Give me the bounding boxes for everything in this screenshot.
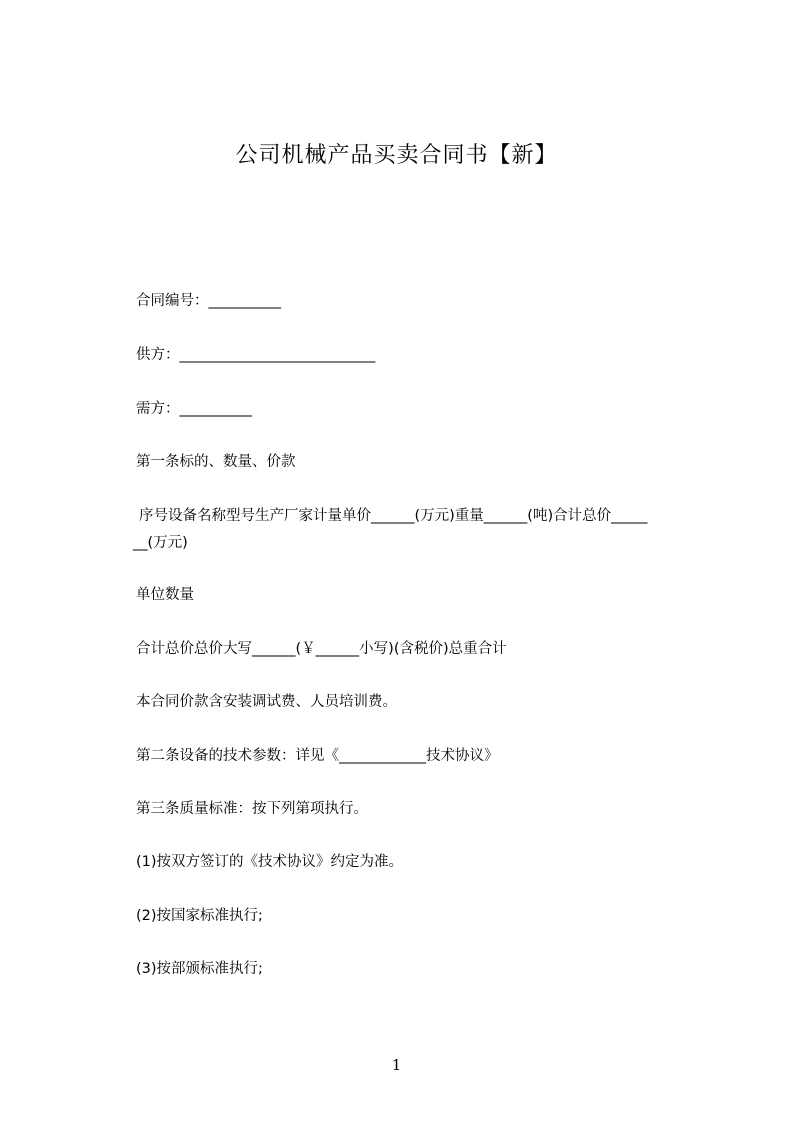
- quality-standard-item-1: (1)按双方签订的《技术协议》约定为准。: [136, 854, 404, 870]
- equipment-table-header-line: 序号设备名称型号生产厂家计量单价______(万元)重量______(吨)合计总价_____: [139, 508, 648, 524]
- quality-standard-item-3: (3)按部颁标准执行;: [136, 961, 263, 977]
- quality-standard-item-2: (2)按国家标准执行;: [136, 908, 263, 924]
- supplier-line: 供方：___________________________: [136, 347, 376, 363]
- article-2-heading: 第二条设备的技术参数：详见《____________技术协议》: [136, 748, 499, 764]
- price-inclusion-line: 本合同价款含安装调试费、人员培训费。: [136, 694, 397, 710]
- total-price-line: 合计总价总价大写______(￥______小写)(含税价)总重合计: [136, 641, 507, 657]
- buyer-line: 需方：__________: [136, 401, 252, 417]
- article-3-heading: 第三条质量标准：按下列第项执行。: [136, 801, 368, 817]
- page-number: 1: [391, 1056, 402, 1074]
- article-1-heading: 第一条标的、数量、价款: [136, 454, 296, 470]
- contract-number-line: 合同编号：__________: [136, 293, 281, 309]
- document-title: 公司机械产品买卖合同书【新】: [235, 143, 558, 168]
- unit-quantity-line: 单位数量: [136, 587, 194, 603]
- equipment-table-header-continuation: __(万元): [133, 535, 188, 551]
